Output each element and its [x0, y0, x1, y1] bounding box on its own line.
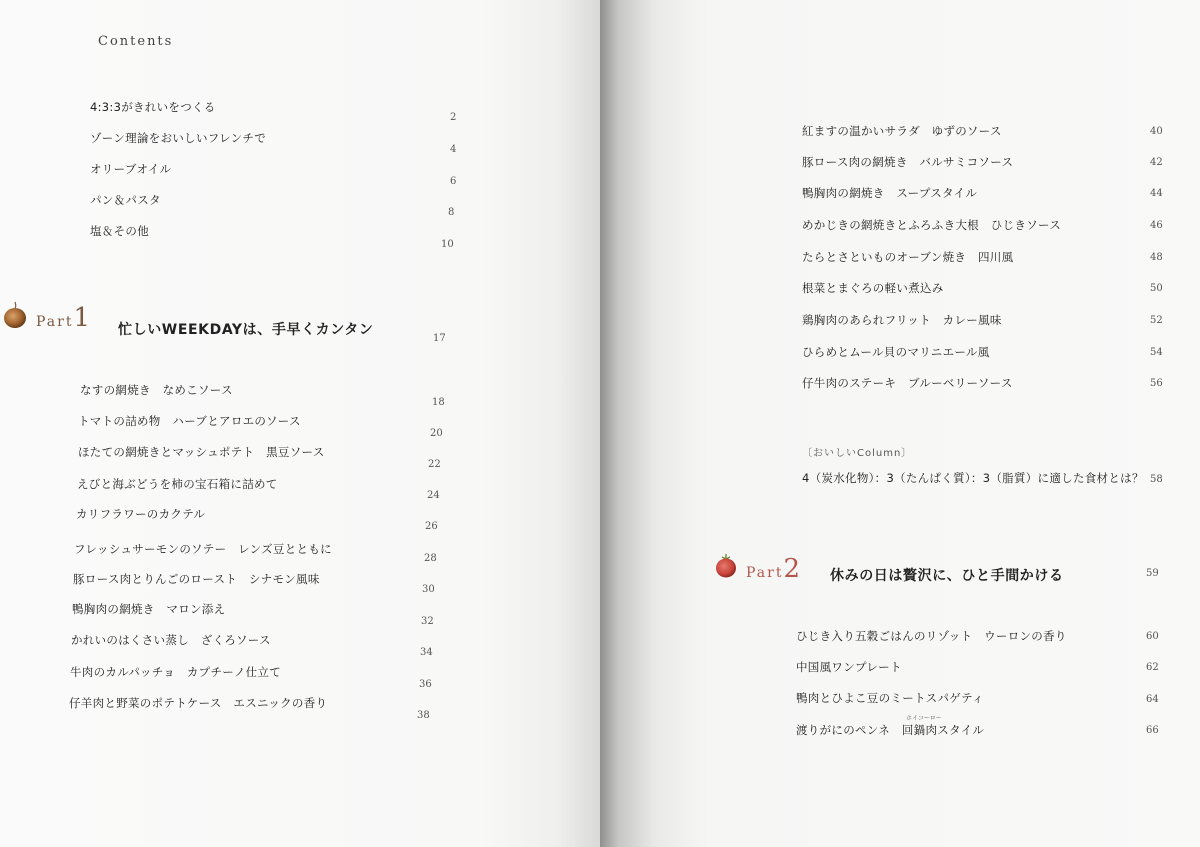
part1-entry-page: 18 — [432, 397, 445, 408]
part1-number: 1 — [73, 303, 91, 333]
part1-entry-title[interactable]: カリフラワーのカクテル — [76, 507, 206, 521]
part2-entry-title[interactable]: 中国風ワンプレート — [796, 660, 902, 674]
part1-cont-entry-title[interactable]: 根菜とまぐろの軽い煮込み — [802, 281, 944, 295]
part1-label — [36, 305, 90, 331]
part2-word: Part — [746, 565, 784, 581]
part1-cont-entry-title[interactable]: たらとさといものオーブン焼き 四川風 — [802, 250, 1014, 264]
part2-entry-title[interactable]: 鴨肉とひよこ豆のミートスパゲティ — [796, 691, 984, 705]
part1-entry-title[interactable]: トマトの詰め物 ハーブとアロエのソース — [78, 414, 301, 428]
intro-entry-title[interactable]: パン＆パスタ — [90, 193, 161, 207]
column-page: 58 — [1150, 474, 1163, 485]
part2-entry-page: 66 — [1146, 725, 1159, 736]
column-title[interactable]: 4（炭水化物）：3（たんぱく質）：3（脂質）に適した食材とは？ — [802, 471, 1144, 485]
part2-entry-page: 64 — [1146, 694, 1159, 705]
part1-entry-title[interactable]: 牛肉のカルパッチョ カプチーノ仕立て — [70, 665, 282, 679]
part1-cont-entry-page: 46 — [1150, 220, 1163, 231]
part2-page: 59 — [1146, 568, 1159, 579]
part1-cont-entry-title[interactable]: 仔牛肉のステーキ ブルーベリーソース — [802, 376, 1013, 390]
part2-label — [746, 556, 800, 582]
intro-entry-page: 8 — [448, 207, 455, 218]
intro-entry-page: 2 — [450, 112, 457, 123]
part1-entry-page: 28 — [424, 553, 437, 564]
part1-cont-entry-page: 50 — [1150, 283, 1163, 294]
contents-heading: Contents — [98, 34, 174, 49]
column-label: 〔おいしいColumn〕 — [802, 448, 913, 459]
part2-number: 2 — [783, 554, 801, 584]
onion-icon — [2, 300, 28, 330]
part1-entry-page: 38 — [417, 710, 430, 721]
part1-entry-title[interactable]: 仔羊肉と野菜のポテトケース エスニックの香り — [69, 696, 328, 710]
part1-entry-title[interactable]: 豚ロース肉とりんごのロースト シナモン風味 — [73, 572, 320, 586]
part1-cont-entry-title[interactable]: 豚ロース肉の網焼き バルサミコソース — [802, 155, 1014, 169]
part1-cont-entry-title[interactable]: めかじきの網焼きとふろふき大根 ひじきソース — [802, 218, 1062, 232]
part1-page: 17 — [433, 333, 446, 344]
intro-entry-title[interactable]: オリーブオイル — [90, 162, 172, 176]
intro-entry-page: 10 — [441, 239, 454, 250]
part1-cont-entry-title[interactable]: 紅ますの温かいサラダ ゆずのソース — [802, 124, 1002, 138]
part2-entry-page: 60 — [1146, 631, 1159, 642]
part1-entry-page: 26 — [425, 521, 438, 532]
part2-entry-title[interactable]: ひじき入り五穀ごはんのリゾット ウーロンの香り — [796, 629, 1067, 643]
intro-entry-page: 6 — [450, 176, 457, 187]
part1-entry-title[interactable]: ほたての網焼きとマッシュポテト 黒豆ソース — [78, 445, 325, 459]
right-page — [600, 0, 1200, 847]
part1-entry-page: 34 — [420, 647, 433, 658]
part1-entry-page: 32 — [421, 616, 434, 627]
part2-heading[interactable]: 休みの日は贅沢に、ひと手間かける — [830, 568, 1064, 584]
part1-cont-entry-title[interactable]: 鶏胸肉のあられフリット カレー風味 — [802, 313, 1002, 327]
part1-cont-entry-title[interactable]: ひらめとムール貝のマリニエール風 — [802, 345, 990, 359]
part1-word: Part — [36, 314, 74, 330]
part2-entry-page: 62 — [1146, 662, 1159, 673]
tomato-icon — [714, 551, 738, 579]
intro-entry-title[interactable]: 4:3:3がきれいをつくる — [90, 100, 216, 114]
part1-entry-title[interactable]: なすの網焼き なめこソース — [80, 383, 233, 397]
part2-entry-title[interactable]: 渡りがにのペンネ 回鍋肉スタイル — [796, 723, 985, 737]
part1-entry-page: 36 — [419, 679, 432, 690]
part1-cont-entry-page: 52 — [1150, 315, 1163, 326]
intro-entry-page: 4 — [450, 144, 457, 155]
part1-entry-title[interactable]: 鴨胸肉の網焼き マロン添え — [72, 602, 226, 616]
part1-cont-entry-page: 48 — [1150, 252, 1163, 263]
part1-entry-title[interactable]: えびと海ぶどうを柿の宝石箱に詰めて — [77, 477, 278, 491]
part1-cont-entry-page: 44 — [1150, 188, 1163, 199]
intro-entry-title[interactable]: ゾーン理論をおいしいフレンチで — [90, 131, 267, 145]
intro-entry-title[interactable]: 塩＆その他 — [90, 224, 149, 238]
part1-entry-page: 20 — [430, 428, 443, 439]
part1-entry-title[interactable]: かれいのはくさい蒸し ざくろソース — [71, 633, 271, 647]
part1-heading[interactable]: 忙しいWEEKDAYは、手早くカンタン — [118, 322, 374, 338]
part1-entry-page: 24 — [427, 490, 440, 501]
part1-entry-page: 30 — [422, 584, 435, 595]
part1-entry-page: 22 — [428, 459, 441, 470]
part1-entry-title[interactable]: フレッシュサーモンのソテー レンズ豆とともに — [74, 542, 332, 556]
ruby-text: ホイコーロー — [906, 715, 942, 722]
part1-cont-entry-page: 54 — [1150, 347, 1163, 358]
part1-cont-entry-page: 56 — [1150, 378, 1163, 389]
part1-cont-entry-page: 42 — [1150, 157, 1163, 168]
part1-cont-entry-page: 40 — [1150, 126, 1163, 137]
part1-cont-entry-title[interactable]: 鴨胸肉の網焼き スープスタイル — [802, 186, 978, 200]
